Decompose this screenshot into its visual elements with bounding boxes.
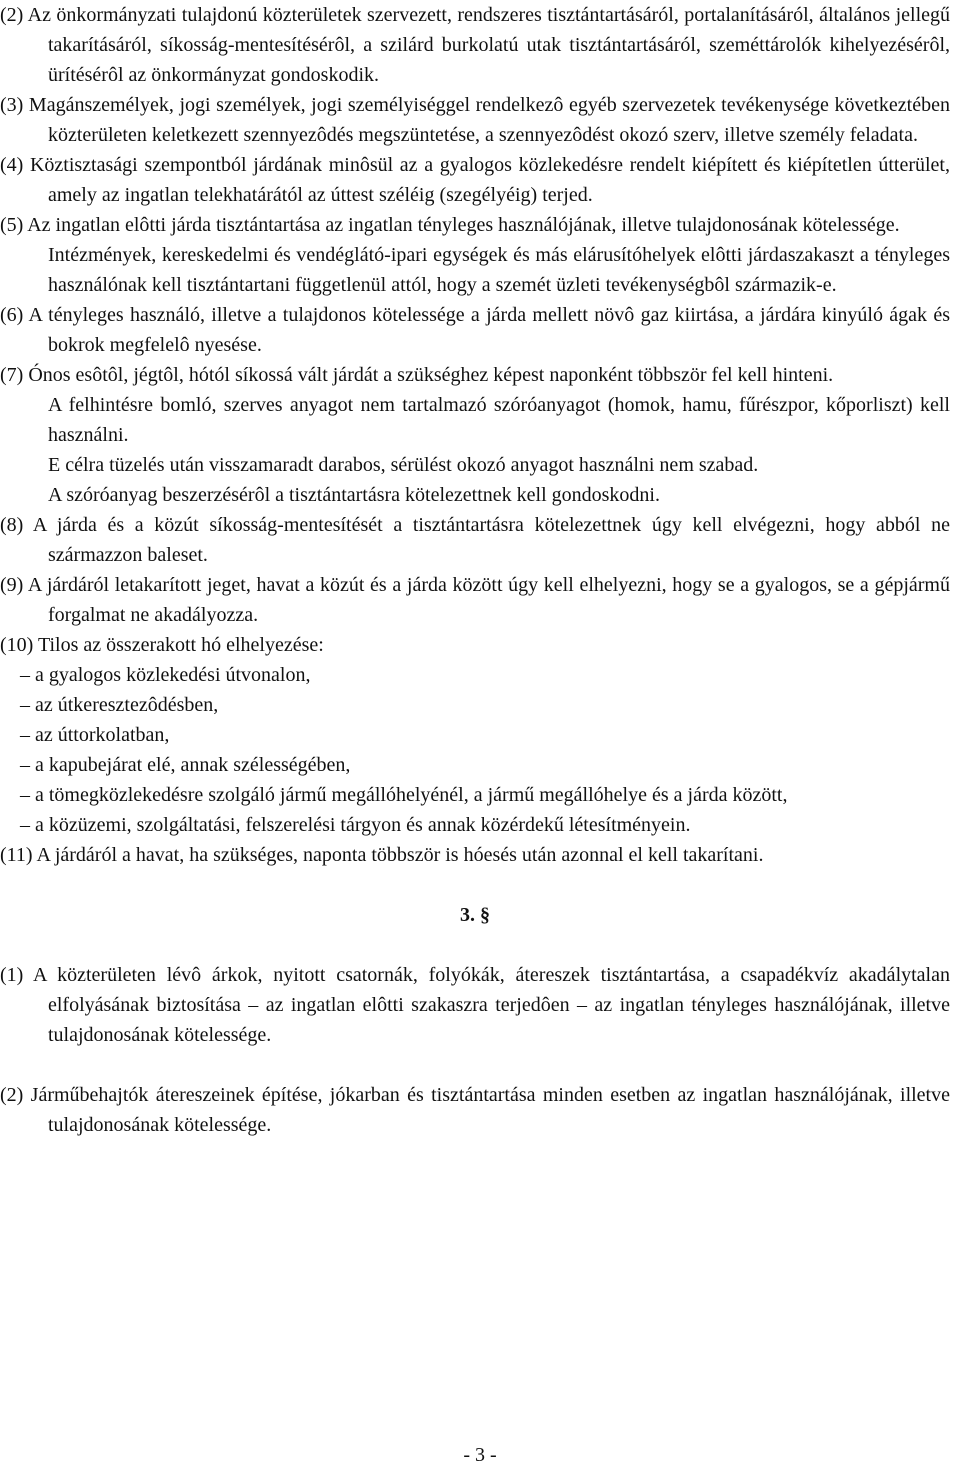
paragraph-10-item-2: – az útkeresztezôdésben,: [20, 694, 219, 716]
paragraph-7: (7) Ónos esôtôl, jégtôl, hótól síkossá vált járdát a szükséghez képest naponként többször fel kell hinteni.: [0, 364, 834, 386]
paragraph-4: (4) Köztisztasági szempontból járdának minôsül az a gyalogos közlekedésre rendelt kiépített és kiépítetlen útterület, amely az ingatlan telekhatárától az úttest széléig (szegélyéig) terjed.: [0, 154, 950, 206]
paragraph-5-continuation: Intézmények, kereskedelmi és vendéglátó-ipari egységek és más elárusítóhelyek elôtti járdaszakaszt a tényleges használónak kell tisztántartani függetlenül attól, hogy a szemét üzleti tevékenységbôl származik-e.: [48, 244, 950, 296]
paragraph-3: (3) Magánszemélyek, jogi személyek, jogi személyiséggel rendelkezô egyéb szervezetek tevékenysége következtében közterületen keletkezett szennyezôdés megszüntetése, a szennyezôdést okozó szerv, illetve személy feladata.: [0, 94, 950, 146]
paragraph-11: (11) A járdáról a havat, ha szükséges, naponta többször is hóesés után azonnal el kell takarítani.: [0, 844, 764, 866]
paragraph-10-item-5: – a tömegközlekedésre szolgáló jármű megállóhelyénél, a jármű megállóhelye és a járda között,: [20, 784, 788, 806]
paragraph-7-continuation-2: E célra tüzelés után visszamaradt darabos, sérülést okozó anyagot használni nem szabad.: [48, 454, 759, 476]
section-3-paragraph-1: (1) A közterületen lévô árkok, nyitott csatornák, folyókák, átereszek tisztántartása, a csapadékvíz akadálytalan elfolyásának biztosítása – az ingatlan elôtti szakaszra terjedôen – az ingatlan tényleges használójának, illetve tulajdonosának kötelessége.: [0, 964, 950, 1046]
paragraph-2: (2) Az önkormányzati tulajdonú közterületek szervezett, rendszeres tisztántartásáról, portalanításáról, általános jellegű takarításáról, síkosság-mentesítésérôl, a szilárd burkolatú utak tisztántartásáról, szeméttárolók kihelyezésérôl, ürítésérôl az önkormányzat gondoskodik.: [0, 4, 950, 86]
paragraph-10-item-1: – a gyalogos közlekedési útvonalon,: [20, 664, 311, 686]
paragraph-10-item-4: – a kapubejárat elé, annak szélességében,: [20, 754, 351, 776]
paragraph-10: (10) Tilos az összerakott hó elhelyezése:: [0, 634, 324, 656]
paragraph-7-continuation-3: A szóróanyag beszerzésérôl a tisztántartásra kötelezettnek kell gondoskodni.: [48, 484, 660, 506]
paragraph-6: (6) A tényleges használó, illetve a tulajdonos kötelessége a járda mellett növô gaz kiirtása, a járdára kinyúló ágak és bokrok megfelelô nyesése.: [0, 304, 950, 356]
paragraph-5: (5) Az ingatlan elôtti járda tisztántartása az ingatlan tényleges használójának, illetve tulajdonosának kötelessége.: [0, 214, 900, 236]
section-3-paragraph-2: (2) Járműbehajtók átereszeinek építése, jókarban és tisztántartása minden esetben az ingatlan használójának, illetve tulajdonosának kötelessége.: [0, 1084, 950, 1136]
paragraph-10-item-6: – a közüzemi, szolgáltatási, felszerelési tárgyon és annak közérdekű létesítményein.: [20, 814, 691, 836]
section-heading: 3. §: [460, 904, 490, 926]
paragraph-8: (8) A járda és a közút síkosság-mentesítését a tisztántartásra kötelezettnek úgy kell elvégezni, hogy abból ne származzon baleset.: [0, 514, 950, 566]
paragraph-10-item-3: – az úttorkolatban,: [20, 724, 170, 746]
page-number: - 3 -: [463, 1444, 497, 1466]
paragraph-9: (9) A járdáról letakarított jeget, havat a közút és a járda között úgy kell elhelyezni, hogy se a gyalogos, se a gépjármű forgalmat ne akadályozza.: [0, 574, 950, 626]
paragraph-7-continuation-1: A felhintésre bomló, szerves anyagot nem tartalmazó szóróanyagot (homok, hamu, fűrészpor, kőporliszt) kell használni.: [48, 394, 950, 446]
